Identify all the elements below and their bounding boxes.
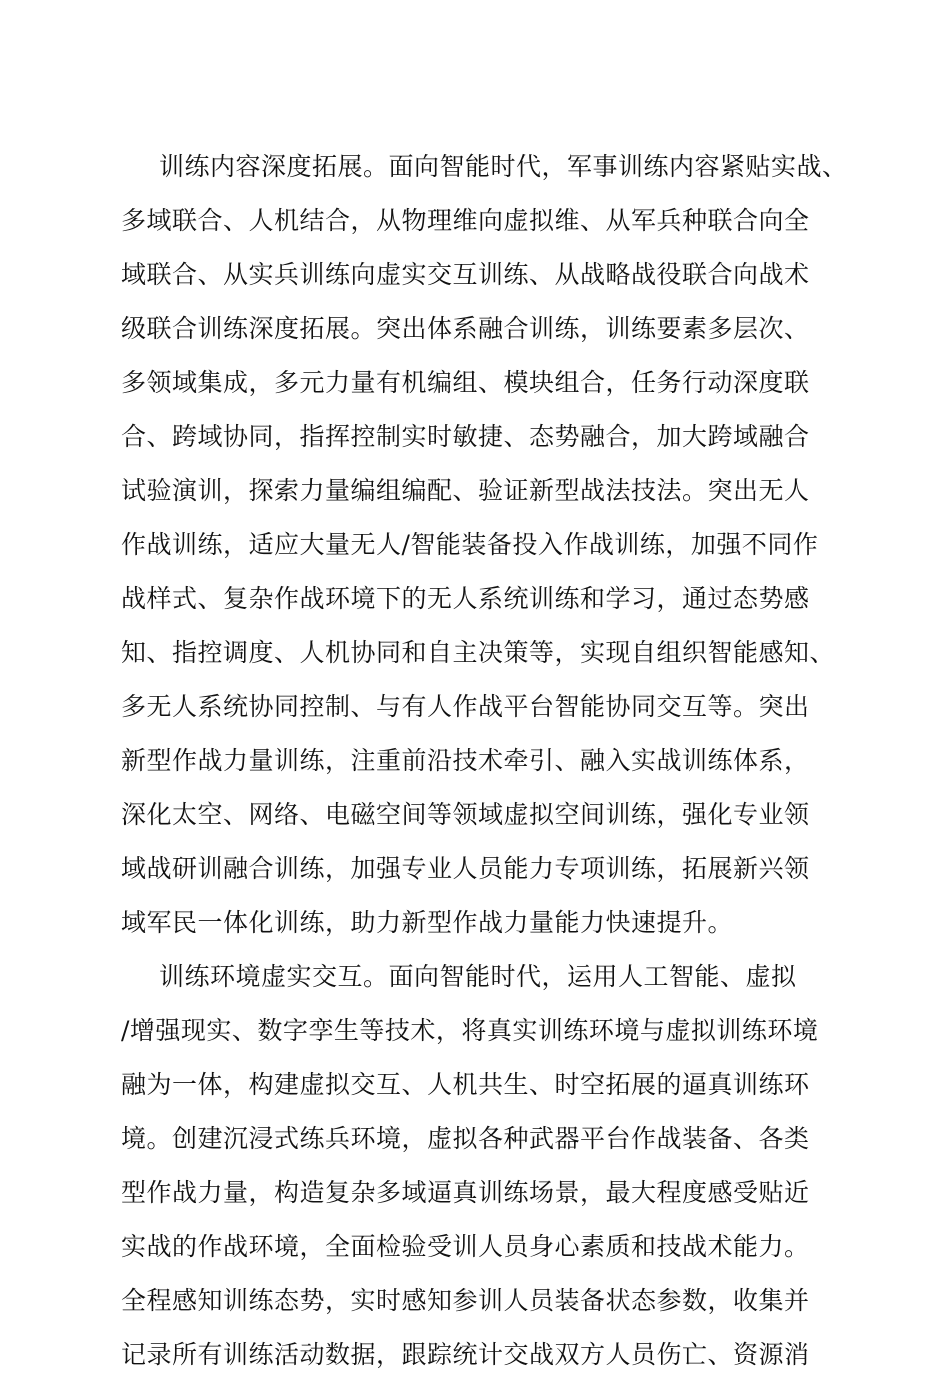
paragraph-line: 境。创建沉浸式练兵环境，虚拟各种武器平台作战装备、各类 xyxy=(121,1124,810,1153)
paragraph-line: 型作战力量，构造复杂多域逼真训练场景，最大程度感受贴近 xyxy=(121,1178,810,1207)
paragraph-line: 知、指控调度、人机协同和自主决策等，实现自组织智能感知、 xyxy=(121,638,836,667)
paragraph-line: 域军民一体化训练，助力新型作战力量能力快速提升。 xyxy=(121,908,734,937)
paragraph-line: 多领域集成，多元力量有机编组、模块组合，任务行动深度联 xyxy=(121,368,810,397)
paragraph-line: 实战的作战环境，全面检验受训人员身心素质和技战术能力。 xyxy=(121,1232,810,1261)
paragraph-line: 试验演训，探索力量编组编配、验证新型战法技法。突出无人 xyxy=(121,476,810,505)
paragraph-line: 训练环境虚实交互。面向智能时代，运用人工智能、虚拟 xyxy=(159,962,797,991)
paragraph-line: 深化太空、网络、电磁空间等领域虚拟空间训练，强化专业领 xyxy=(121,800,810,829)
paragraph-line: 融为一体，构建虚拟交互、人机共生、时空拓展的逼真训练环 xyxy=(121,1070,810,1099)
paragraph-line: 记录所有训练活动数据，跟踪统计交战双方人员伤亡、资源消 xyxy=(121,1340,810,1369)
paragraph-line: 战样式、复杂作战环境下的无人系统训练和学习，通过态势感 xyxy=(121,584,810,613)
paragraph-line: 训练内容深度拓展。面向智能时代，军事训练内容紧贴实战、 xyxy=(159,152,848,181)
body-text xyxy=(121,140,848,1382)
paragraph-line: 域战研训融合训练，加强专业人员能力专项训练，拓展新兴领 xyxy=(121,854,810,883)
paragraph-line: 级联合训练深度拓展。突出体系融合训练，训练要素多层次、 xyxy=(121,314,810,343)
paragraph-line: 多域联合、人机结合，从物理维向虚拟维、从军兵种联合向全 xyxy=(121,206,810,235)
paragraph-line: 合、跨域协同，指挥控制实时敏捷、态势融合，加大跨域融合 xyxy=(121,422,810,451)
paragraph-line: 域联合、从实兵训练向虚实交互训练、从战略战役联合向战术 xyxy=(121,260,810,289)
paragraph-line: 新型作战力量训练，注重前沿技术牵引、融入实战训练体系， xyxy=(121,746,810,775)
paragraph-line: /增强现实、数字孪生等技术，将真实训练环境与虚拟训练环境 xyxy=(121,1016,819,1045)
paragraph-line: 全程感知训练态势，实时感知参训人员装备状态参数，收集并 xyxy=(121,1286,810,1315)
paragraph-line: 多无人系统协同控制、与有人作战平台智能协同交互等。突出 xyxy=(121,692,810,721)
paragraph-line: 作战训练，适应大量无人/智能装备投入作战训练，加强不同作 xyxy=(121,530,819,559)
